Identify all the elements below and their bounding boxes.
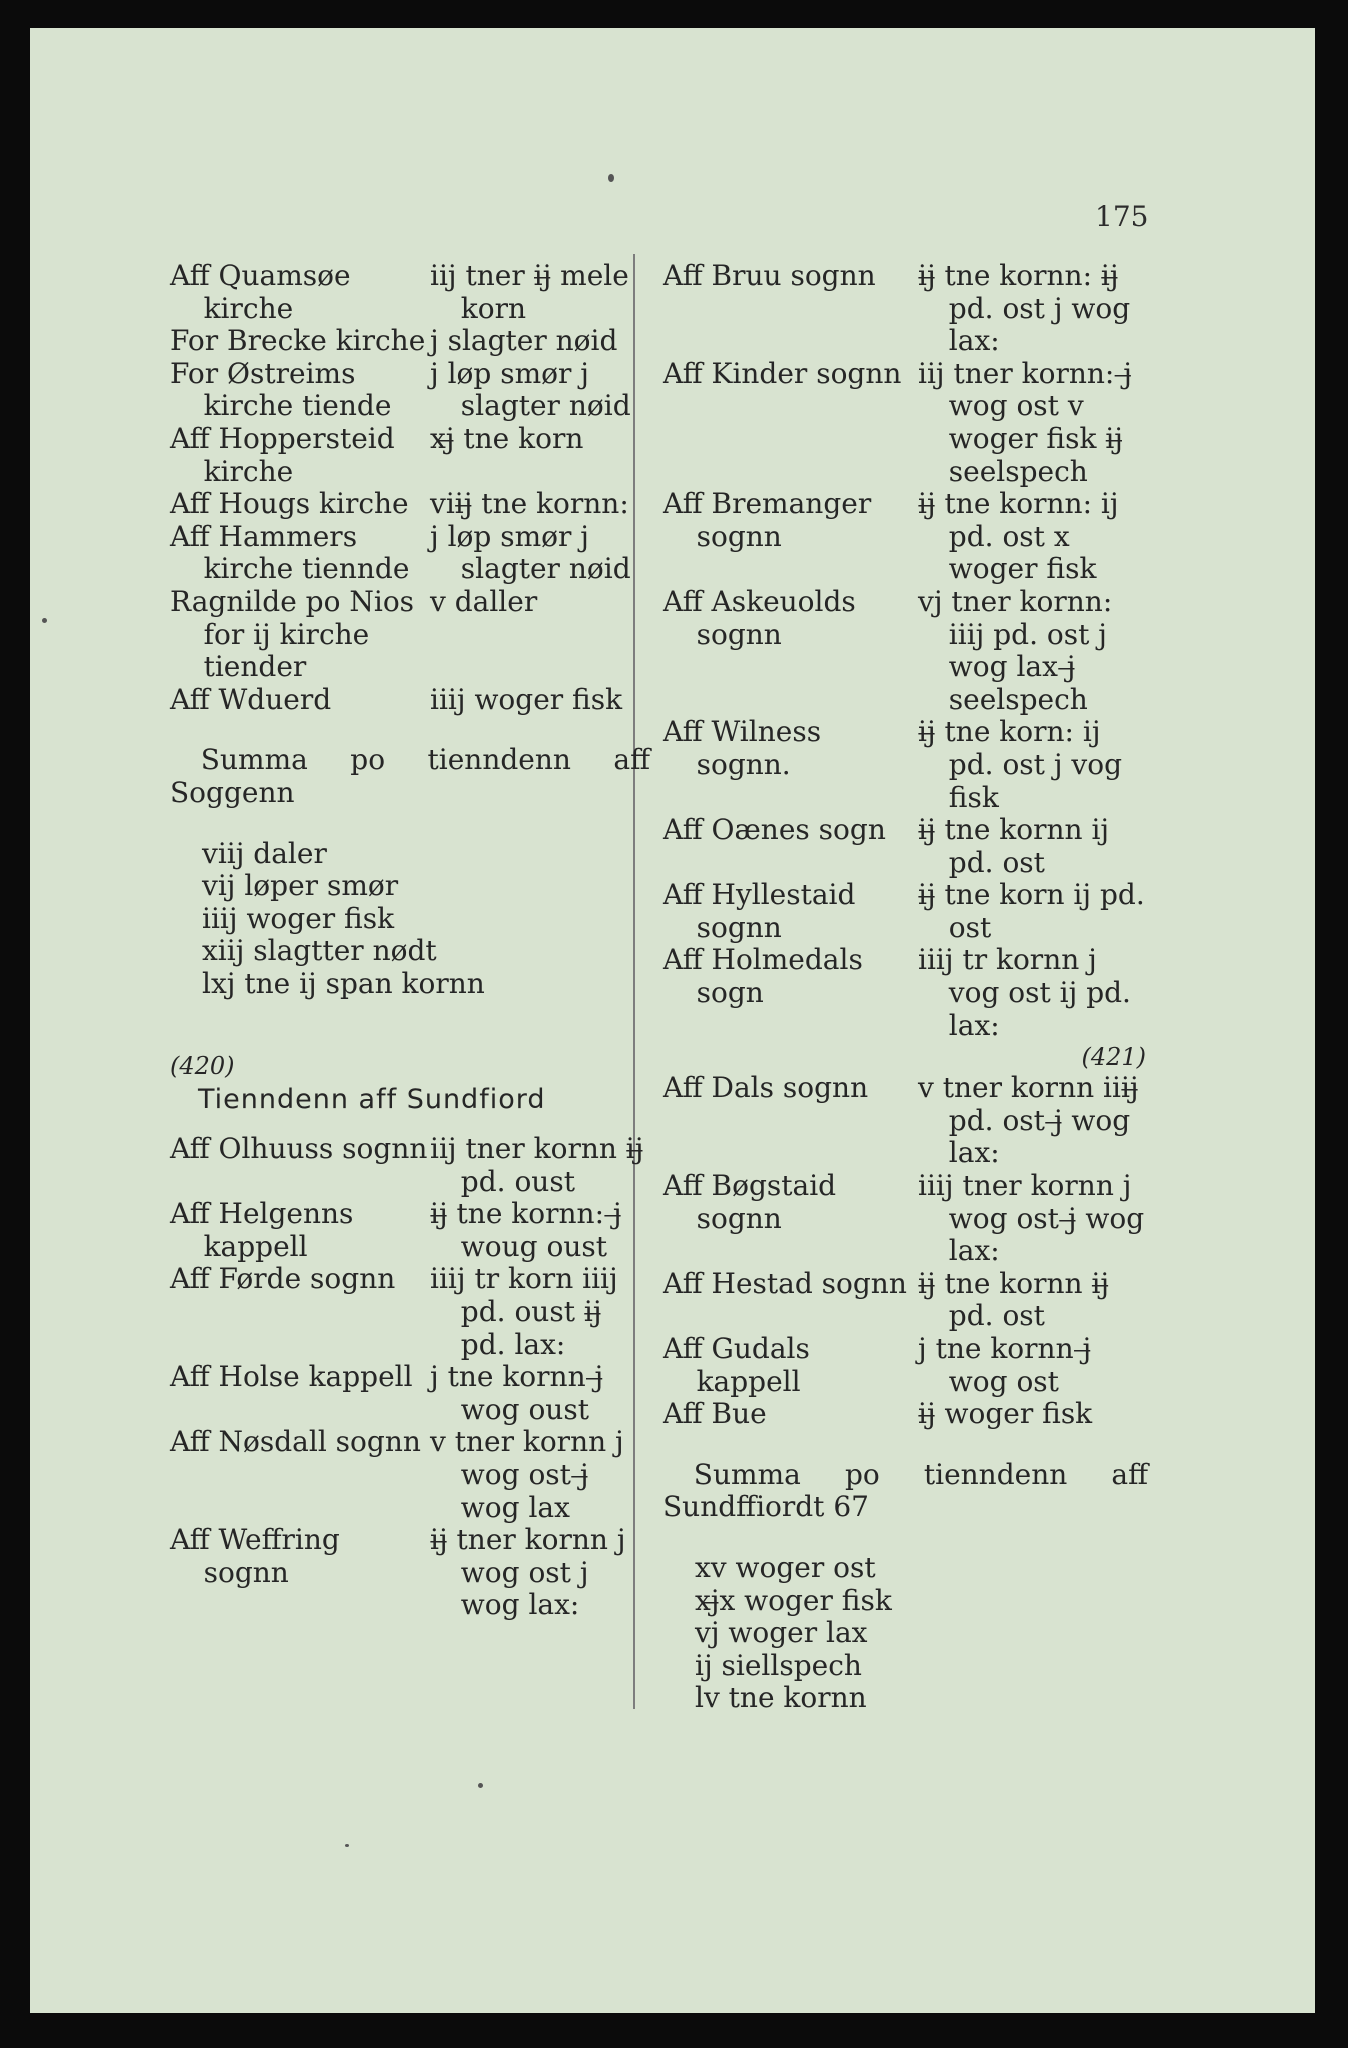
entry-value: ij̶ tner kornn j wog ost j wog lax: [430, 1523, 626, 1622]
right-entries-top [663, 260, 1148, 1042]
entry-value: iiij tr kornn j vog ost ij pd. lax: [918, 943, 1131, 1042]
entry-row [170, 521, 650, 586]
entry-row [170, 325, 650, 358]
entry-row [663, 1398, 1148, 1431]
entry-value: iiij woger fisk [430, 682, 623, 716]
total-line: lxj tne ij span kornn [202, 966, 485, 1000]
entry-name: Aff Weffring sognn [170, 1523, 340, 1589]
entry-row [663, 358, 1148, 488]
paper-speck [478, 1783, 483, 1788]
entry-name: Aff Wduerd [170, 682, 332, 716]
section-heading: Tienndenn aff Sundfiord [198, 1084, 546, 1116]
book-page [30, 28, 1315, 2013]
entry-row [170, 358, 650, 423]
entry-row [170, 260, 650, 325]
entry-value: j løp smør j slagter nøid [430, 519, 631, 586]
entry-value: ij̶ tne kornn: j̶ woug oust [430, 1197, 622, 1263]
entry-name: Aff Oænes sogn [663, 813, 886, 847]
entry-name: Aff Helgenns kappell [170, 1197, 354, 1263]
entry-value: iij tner kornn: j̶ wog ost v woger fisk ij̶ seelspech [918, 356, 1132, 488]
entry-row [663, 586, 1148, 716]
entry-name: Aff Hyllestaid sognn [663, 878, 856, 944]
entry-name: Aff Olhuuss sognn [170, 1132, 428, 1166]
total-line: vij løper smør [202, 869, 399, 903]
entry-name: Aff Kinder sognn [663, 356, 902, 390]
entry-value: ij̶ woger fisk [918, 1397, 1093, 1431]
entry-value: iij tner ij̶ mele korn [430, 259, 629, 325]
entry-row [663, 1333, 1148, 1398]
entry-row [663, 1170, 1148, 1268]
entry-row [663, 1268, 1148, 1333]
summa-sundffiordt: Summa po tienndenn aff Sundffiordt 67 [663, 1457, 1148, 1524]
entry-row [663, 488, 1148, 586]
total-line: xv woger ost [695, 1550, 876, 1584]
entry-row [663, 716, 1148, 814]
totals-sundffiordt [663, 1552, 1148, 1715]
entry-name: Aff Holse kappell [170, 1360, 413, 1394]
entry-row [170, 586, 650, 684]
entry-value: ij̶ tne korn: ij pd. ost j vog fisk [918, 715, 1123, 814]
entry-name: Aff Wilness sognn. [663, 715, 822, 781]
left-column [170, 260, 650, 1622]
reference-421: (421) [1081, 1043, 1146, 1072]
totals-soggenn [170, 838, 650, 1001]
entry-name: Aff Bruu sognn [663, 259, 876, 292]
entry-value: viij̶ tne kornn: [430, 487, 629, 521]
entry-name: Aff Bøgstaid sognn [663, 1169, 837, 1235]
entry-row [663, 879, 1148, 944]
entry-name: Aff Askeuolds sognn [663, 584, 856, 651]
entry-row [170, 1263, 650, 1361]
entry-name: Aff Hougs kirche [170, 487, 409, 521]
entry-name: Aff Nøsdall sognn [170, 1425, 421, 1459]
entry-row [170, 1133, 650, 1198]
entry-row [170, 488, 650, 521]
entry-name: Aff Bremanger sognn [663, 487, 872, 553]
entry-value: ij̶ tne kornn: ij̶ pd. ost j wog lax: [918, 259, 1131, 358]
entry-value: ij̶ tne kornn ij̶ pd. ost [918, 1266, 1110, 1333]
paper-speck [345, 1844, 349, 1847]
paper-speck [42, 618, 47, 623]
summa-soggenn: Summa po tienndenn aff Soggenn [170, 743, 650, 809]
total-line: xiij slagtter nødt [202, 934, 437, 968]
entry-value: iiij tr korn iiij pd. oust ij̶ pd. lax: [430, 1262, 618, 1361]
total-line: vj woger lax [695, 1616, 868, 1650]
right-column [663, 260, 1148, 1715]
right-entries-bottom [663, 1072, 1148, 1431]
entry-name: Aff Holmedals sogn [663, 943, 863, 1010]
entry-value: ij̶ tne kornn ij pd. ost [918, 813, 1110, 879]
entry-value: j løp smør j slagter nøid [430, 356, 631, 423]
entry-row [170, 1198, 650, 1263]
entry-name: Aff Hestad sognn [663, 1266, 907, 1300]
entry-value: ij̶ tne kornn: ij pd. ost x woger fisk [918, 487, 1119, 586]
entry-row [663, 814, 1148, 879]
entry-value: iiij tner kornn j wog ost j̶ wog lax: [918, 1169, 1145, 1268]
entry-row [170, 1524, 650, 1622]
reference-420: (420) [170, 1052, 235, 1081]
total-line: ij siellspech [695, 1648, 862, 1682]
entry-name: Aff Bue [663, 1397, 767, 1431]
paper-speck [608, 174, 614, 182]
entry-row [170, 423, 650, 488]
entry-name: For Østreims kirche tiende [170, 356, 392, 423]
entry-name: Aff Gudals kappell [663, 1332, 810, 1398]
entry-name: Aff Quamsøe kirche [170, 259, 351, 325]
entry-value: ij̶ tne korn ij pd. ost [918, 878, 1145, 944]
total-line: iiij woger fisk [202, 901, 395, 935]
entry-value: vj tner kornn: iiij pd. ost j wog lax j̶ seelspech [918, 584, 1113, 716]
entry-name: Aff Hoppersteid kirche [170, 421, 395, 488]
total-line: xj̶x woger fisk [695, 1583, 892, 1617]
entry-name: Aff Førde sognn [170, 1262, 396, 1296]
entry-value: j slagter nøid [430, 324, 618, 358]
entry-row [170, 1426, 650, 1524]
left-entries-top [170, 260, 650, 716]
entry-value: j tne kornn j̶ wog ost [918, 1332, 1092, 1398]
entry-value: xj̶ tne korn [430, 421, 584, 455]
entry-value: v daller [430, 584, 538, 618]
entry-value: j tne kornn j̶ wog oust [430, 1360, 604, 1426]
entry-value: v tner kornn j wog ost j̶ wog lax [430, 1425, 624, 1524]
entry-row [170, 1361, 650, 1426]
entry-row [170, 684, 650, 717]
entry-value: v tner kornn iiij̶ pd. ost j̶ wog lax: [918, 1071, 1139, 1170]
entry-name: Ragnilde po Nios for ij kirche tiender [170, 584, 415, 684]
entry-row [663, 1072, 1148, 1170]
entry-name: Aff Hammers kirche tiennde [170, 519, 410, 586]
total-line: lv tne kornn [695, 1681, 867, 1715]
total-line: viij daler [202, 836, 327, 870]
left-entries-bottom [170, 1133, 650, 1622]
entry-row [663, 260, 1148, 358]
entry-name: Aff Dals sognn [663, 1071, 869, 1105]
entry-row [663, 944, 1148, 1042]
entry-name: For Brecke kirche [170, 324, 426, 358]
page-number: 175 [1095, 200, 1149, 233]
entry-value: iij tner kornn ij̶ pd. oust [430, 1132, 644, 1198]
